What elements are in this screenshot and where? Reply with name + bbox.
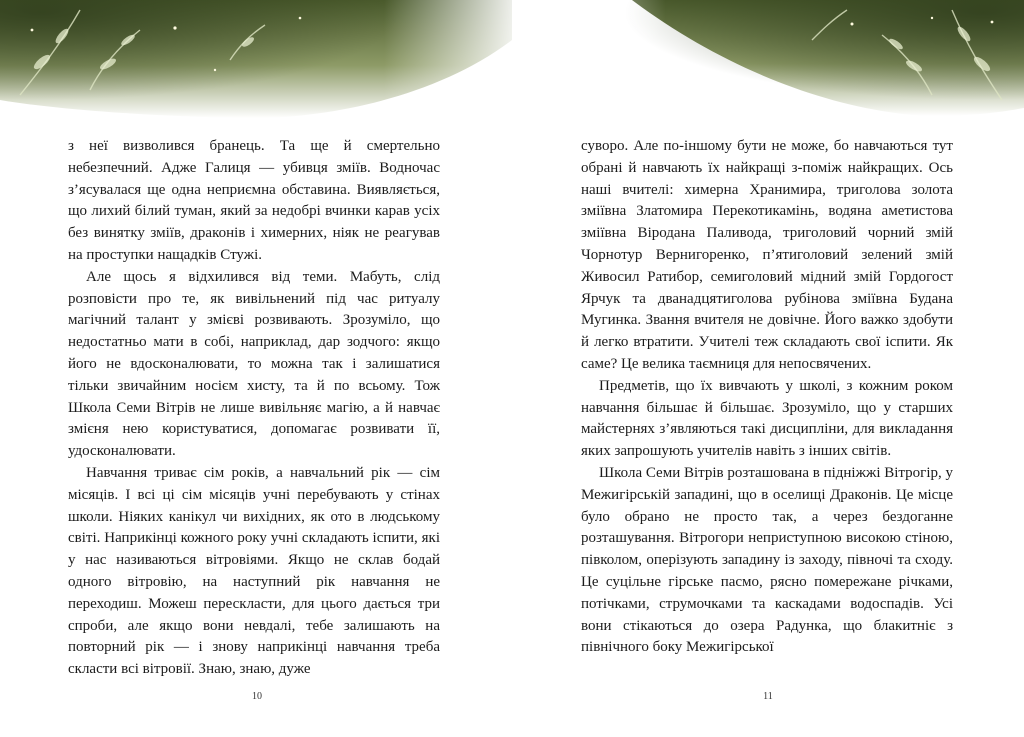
- foliage-banner-left: [0, 0, 512, 125]
- page-number-right: 11: [763, 691, 773, 702]
- paragraph: суворо. Але по-іншому бути не може, бо навчаються тут обрані й навчають їх найкращі з-поміж найкращих. Ось наші вчителі: химерна Хранимира, триголова золота змiївна Златомира Перекотикамінь, водяна аметистова змiївна Віродана Паливода, триголовий чорний змій Чорнотур Вернигоренко, п’ятиголовий зелений змій Живосил Ратибор, семиголовий мідний змій Гордогост Ярчук та дванадцятиголова рубінова змiївна Будана Мугинка. Звання вчителя не довічне. Його важко здобути й легко втратити. Учителі теж складають свої іспити. Як саме? Це велика таємниця для непосвячених.: [581, 138, 953, 372]
- paragraph: з неї визволився бранець. Та ще й смертельно небезпечний. Адже Галиця — убивця зміїв. Водночас з’ясувалася ще одна неприємна обставина. Виявляється, що лихий білий туман, який за недобрі вчинки карав усіх без винятку зміїв, драконів і химерних, ніяк не реагував на проступки нащадків Стужі.: [68, 138, 440, 263]
- page-number-left: 10: [252, 691, 262, 702]
- right-page-text: [581, 136, 953, 659]
- right-page: [512, 0, 1024, 737]
- paragraph: Школа Семи Вітрів розташована в підніжжі Вітрогір, у Межигірській западині, що в оселищі Драконів. Це місце було обрано не просто так, а через бездоганне розташування. Вітрогори неприступною високою стіною, півколом, оперізують западину із заходу, півночі та сходу. Це суцільне гірське пасмо, рясно помережане річками, потічками, струмочками та каскадами водоспадів. Усі вони стікаються до озера Радунка, що блакитніє з північного боку Межигірської: [581, 464, 953, 656]
- foliage-banner-right: [512, 0, 1024, 125]
- left-page-text: [68, 136, 440, 681]
- paragraph: Але щось я відхилився від теми. Мабуть, слід розповісти про те, як вивільнений під час ритуалу магічний талант у змієві розвивають. Зрозуміло, що недостатньо мати в собі, наприклад, дар зодчого: якщо його не вдосконалювати, то можна так і залишатися тільки звичайним носієм хисту, та й по всьому. Тож Школа Семи Вітрів не лише вивільняє магію, а й навчає змієня нею користуватися, допомагає розвивати її, удосконалювати.: [68, 268, 440, 460]
- paragraph: Навчання триває сім років, а навчальний рік — сім місяців. І всі ці сім місяців учні перебувають у стінах школи. Ніяких канікул чи вихідних, як ото в людському світі. Наприкінці кожного року учні складають іспити, які у нас називаються вітровіями. Якщо не склав бодай одного вітровію, на наступний рік навчання не переходиш. Можеш перескласти, для цього дається три спроби, але якщо вони невдалі, тебе залишають на повторний рік — і знову наприкінці навчання треба скласти всі вітровії. Знаю, знаю, дуже: [68, 464, 440, 678]
- paragraph: Предметів, що їх вивчають у школі, з кожним роком навчання більшає й більшає. Зрозуміло, що у старших майстернях з’являються такі дисципліни, для викладання яких запрошують учителів навіть з інших світів.: [581, 377, 953, 460]
